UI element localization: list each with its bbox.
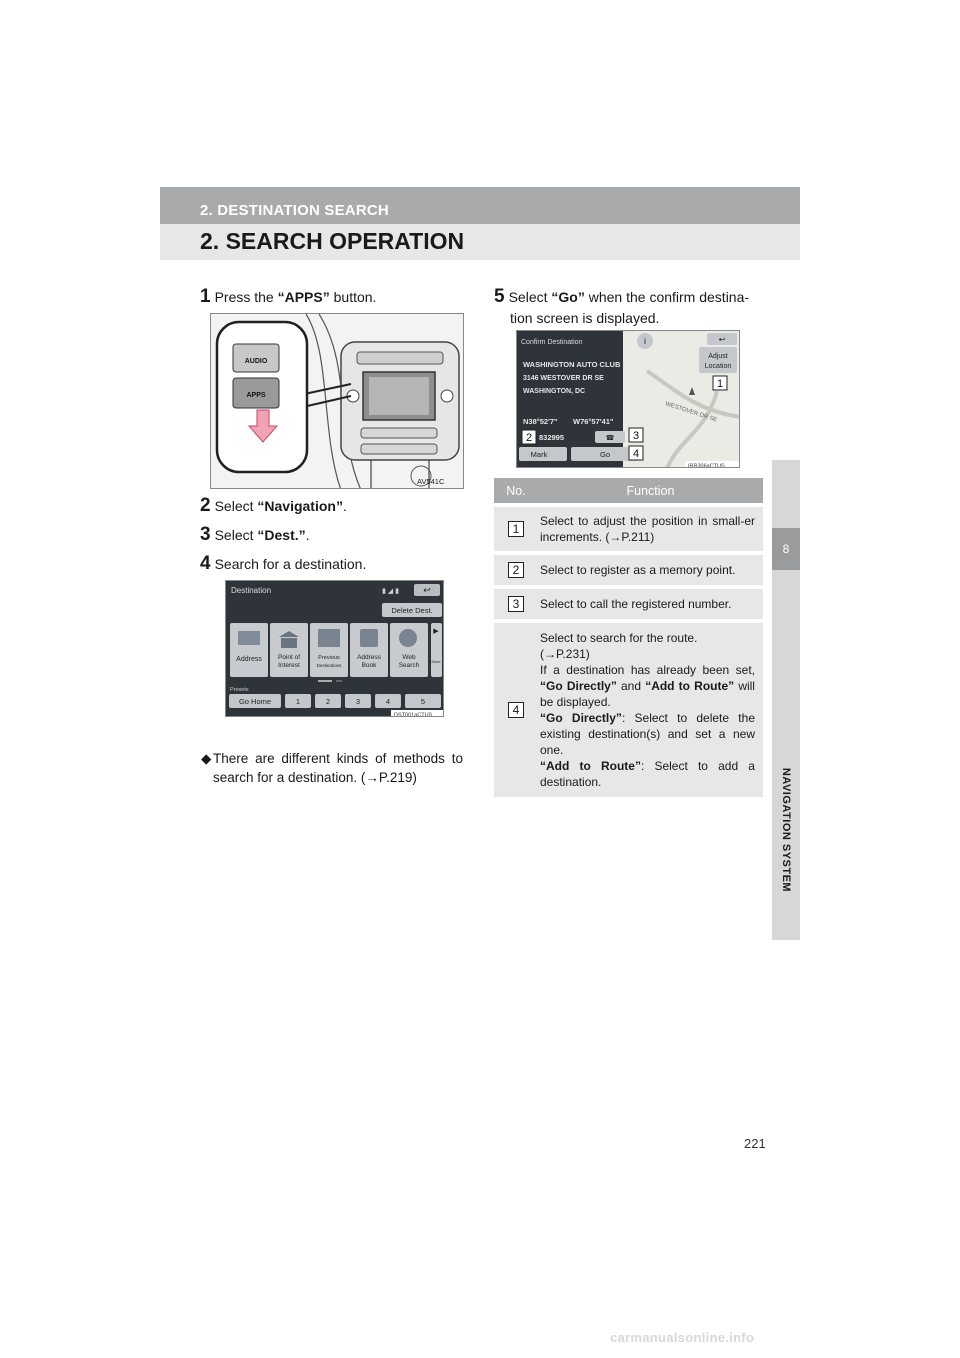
page-number: 221 (744, 1136, 766, 1151)
page-title: 2. SEARCH OPERATION (200, 228, 465, 254)
presets-label: Presets (230, 687, 249, 693)
more-arrow-icon: ▶ (433, 628, 439, 635)
step-5: 5 Select “Go” when the confirm destina- tion screen is displayed. (494, 286, 750, 326)
section-header-bar (160, 187, 800, 224)
table-row (494, 587, 763, 621)
apps-button-label: APPS (246, 392, 266, 399)
chapter-title: NAVIGATION SYSTEM (780, 767, 792, 893)
row-function: Select to adjust the position in small-er increments. (→P.211) (538, 505, 763, 553)
status-icons: ▮ ◢ ▮ (382, 588, 399, 595)
svg-text:Previous: Previous (318, 655, 340, 661)
svg-text:Address: Address (236, 656, 262, 663)
map-icon (238, 631, 260, 645)
svg-text:Point of: Point of (277, 654, 301, 661)
row-function: Select to search for the route. (→P.231) If a destination has already been set, “Go Directly” and “Add to Route” will be displayed. “Go Directly”: Select to delete the existing destination(s) and set a new one. “Add to Route”: Select to add a destination. (538, 621, 763, 797)
svg-text:Go Home: Go Home (238, 697, 272, 706)
table-row (494, 621, 763, 797)
step-2: 2 Select “Navigation”. (200, 495, 347, 516)
figure-code: DST001aCTUS (394, 712, 433, 717)
row-number: 4 (508, 702, 524, 718)
svg-text:2: 2 (325, 697, 331, 706)
figure-code: IRR306aCTUS (688, 463, 725, 468)
screen-title: Confirm Destination (521, 339, 583, 346)
dest-longitude: W76°57'41" (573, 417, 614, 426)
row-number: 2 (508, 562, 524, 578)
svg-text:Mark: Mark (530, 450, 548, 459)
page-indicator (318, 680, 332, 682)
delete-dest-label: Delete Dest. (391, 606, 433, 615)
column-header-no: No. (494, 478, 538, 505)
confirm-destination-figure (516, 330, 740, 468)
dest-name: WASHINGTON AUTO CLUB (523, 360, 621, 369)
svg-text:Book: Book (361, 662, 377, 669)
confirm-destination-screen (517, 331, 740, 468)
svg-text:1: 1 (716, 378, 724, 390)
function-table (494, 478, 763, 797)
svg-text:3: 3 (632, 430, 640, 442)
page-reference: →P.219 (365, 770, 413, 785)
audio-button-label: AUDIO (244, 358, 268, 365)
map-street-label: WESTOVER DR SE (664, 401, 718, 424)
svg-text:5: 5 (420, 697, 426, 706)
svg-text:4: 4 (632, 448, 640, 460)
step-number: 1 (200, 286, 211, 307)
globe-icon (399, 629, 417, 647)
dest-latitude: N38°52'7" (523, 417, 558, 426)
svg-text:1: 1 (295, 697, 301, 706)
svg-text:4: 4 (385, 697, 391, 706)
svg-text:Location: Location (704, 363, 732, 370)
table-row (494, 553, 763, 587)
row-number: 1 (508, 521, 524, 537)
svg-text:Web: Web (402, 654, 416, 661)
svg-text:Search: Search (398, 662, 420, 669)
svg-text:2: 2 (525, 432, 533, 444)
dest-address-2: WASHINGTON, DC (523, 388, 586, 395)
section-title: 2. DESTINATION SEARCH (200, 202, 389, 219)
phone-icon: ☎ (605, 435, 615, 442)
page-title-bar (160, 224, 800, 260)
step-3: 3 Select “Dest.”. (200, 524, 310, 545)
row-function: Select to call the registered number. (538, 587, 763, 621)
dashboard-figure (210, 313, 464, 489)
step-4: 4 Search for a destination. (200, 553, 367, 574)
bullet-note: ◆ There are different kinds of methods to search for a destination. (→P.219) (201, 751, 463, 785)
svg-text:Address: Address (357, 654, 381, 661)
row-function: Select to register as a memory point. (538, 553, 763, 587)
svg-text:Interest: Interest (278, 662, 300, 669)
svg-text:Destinations: Destinations (316, 663, 342, 668)
svg-text:Adjust: Adjust (708, 353, 728, 360)
svg-text:Go: Go (599, 450, 611, 459)
screen-title: Destination (231, 586, 272, 595)
destination-screen (226, 581, 444, 717)
info-icon: i (644, 336, 646, 346)
book-icon (360, 629, 378, 647)
back-icon: ↩ (423, 585, 431, 595)
column-header-function: Function (538, 478, 763, 505)
dest-address-1: 3146 WESTOVER DR SE (523, 375, 604, 382)
more-label: More (431, 659, 441, 664)
figure-code: AV541C (417, 477, 445, 486)
diamond-bullet-icon: ◆ (201, 751, 212, 766)
dashboard-illustration (211, 314, 464, 489)
dest-phone: 832995 (539, 433, 565, 442)
previous-icon (318, 629, 340, 647)
chapter-tab (772, 460, 800, 940)
row-number: 3 (508, 596, 524, 612)
table-row (494, 505, 763, 553)
watermark: carmanualsonline.info (610, 1330, 755, 1345)
svg-text:3: 3 (355, 697, 361, 706)
destination-screen-figure (225, 580, 444, 717)
chapter-number: 8 (772, 528, 800, 570)
step-1: 1 Press the “APPS” button. (200, 286, 377, 307)
back-icon: ↩ (718, 335, 726, 344)
